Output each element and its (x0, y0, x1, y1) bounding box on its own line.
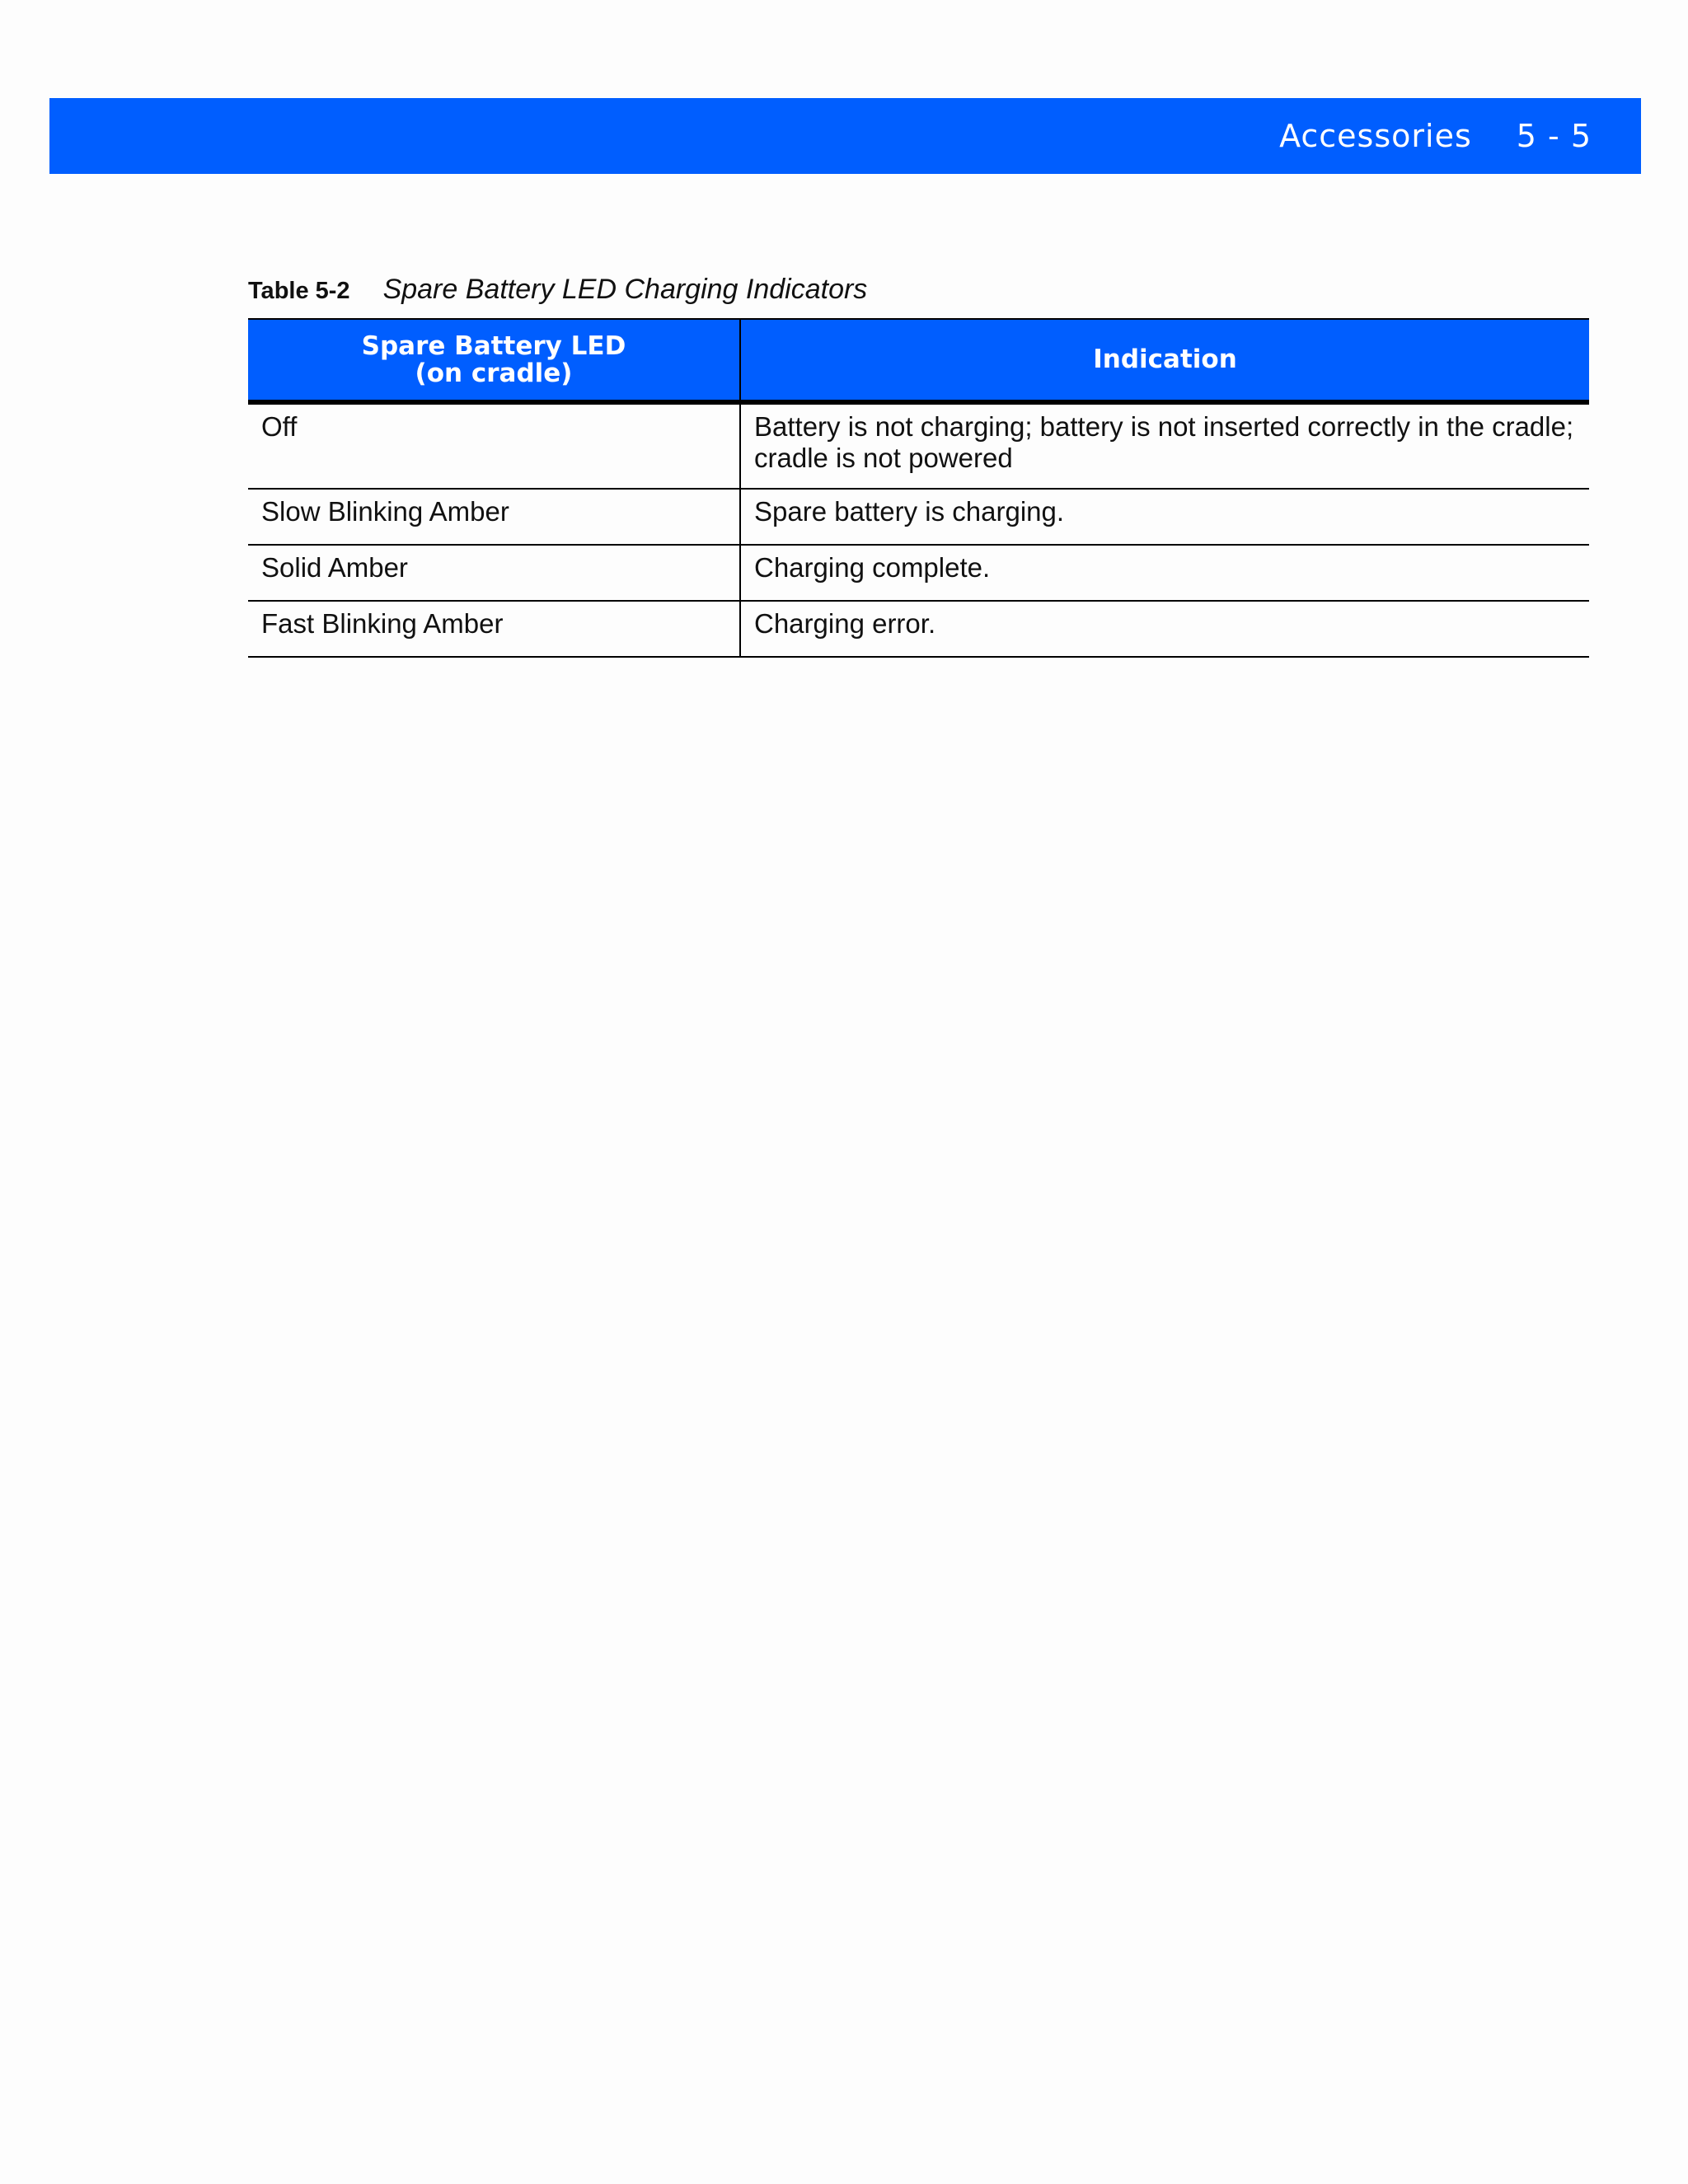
table-caption (248, 274, 867, 310)
indication-cell: Battery is not charging; battery is not inserted correctly in the cradle; cradle is not powered (740, 402, 1589, 489)
indication-cell: Spare battery is charging. (740, 489, 1589, 545)
column-header-led-line2: (on cradle) (415, 358, 573, 388)
table-caption-label: Table 5-2 (248, 278, 350, 304)
table-header-row (248, 319, 1589, 402)
header-page-number: 5 - 5 (1516, 118, 1592, 154)
table-row (248, 489, 1589, 545)
led-indicator-table (248, 318, 1589, 658)
table-row (248, 601, 1589, 657)
table-caption-title: Spare Battery LED Charging Indicators (382, 274, 868, 305)
column-header-indication-label: Indication (1093, 344, 1237, 374)
column-header-led (248, 319, 740, 402)
table-body (248, 402, 1589, 657)
led-state-cell: Slow Blinking Amber (248, 489, 740, 545)
table-row (248, 545, 1589, 601)
column-header-led-line1: Spare Battery LED (361, 330, 626, 361)
led-state-cell: Solid Amber (248, 545, 740, 601)
led-state-cell: Fast Blinking Amber (248, 601, 740, 657)
indication-cell: Charging complete. (740, 545, 1589, 601)
led-state-cell: Off (248, 402, 740, 489)
table-header (248, 319, 1589, 402)
page-header-band (49, 98, 1641, 174)
column-header-indication (740, 319, 1589, 402)
indication-cell: Charging error. (740, 601, 1589, 657)
running-header (1279, 113, 1592, 159)
header-section-title: Accessories (1279, 118, 1472, 154)
table-row (248, 402, 1589, 489)
